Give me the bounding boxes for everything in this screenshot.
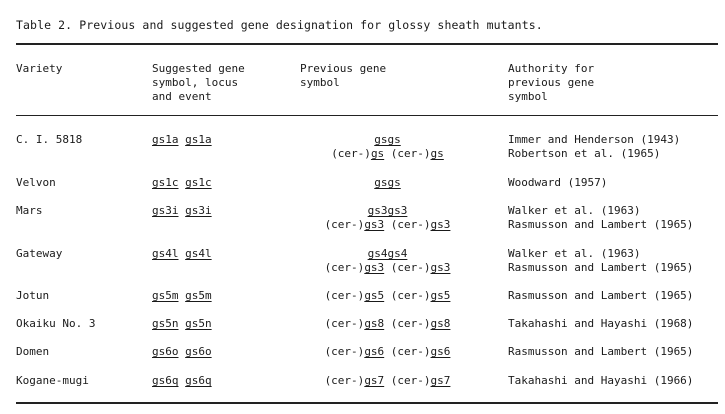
gene-symbol: gs5n: [185, 317, 212, 330]
previous-symbol-line: [300, 147, 475, 161]
previous-symbol-cell: [300, 247, 475, 275]
suggested-symbol-cell: [152, 374, 212, 388]
gene-symbol: gs1a: [152, 133, 179, 146]
symbol-prefix: (cer-): [384, 261, 431, 274]
gene-symbol: gs8: [364, 317, 385, 330]
gene-symbol: gs3: [430, 218, 451, 231]
gene-symbol: gs1c: [152, 176, 179, 189]
header-previous-symbol: Previous gene symbol: [300, 62, 387, 89]
gene-symbol: gs7: [364, 374, 385, 387]
previous-symbol-line: [300, 317, 475, 331]
authority-line: Rasmusson and Lambert (1965): [508, 289, 694, 302]
symbol-prefix: (cer-): [384, 147, 431, 160]
previous-symbol-cell: [300, 317, 475, 331]
gene-symbol: gs5m: [152, 289, 179, 302]
previous-symbol-cell: [300, 133, 475, 161]
gene-symbol: gs4l: [185, 247, 212, 260]
authority-line: Robertson et al. (1965): [508, 147, 661, 160]
gene-symbol: gs: [430, 147, 444, 160]
authority-line: Rasmusson and Lambert (1965): [508, 345, 694, 358]
gene-symbol: gs6q: [152, 374, 179, 387]
symbol-prefix: (cer-): [324, 218, 365, 231]
gene-symbol: gs6q: [185, 374, 212, 387]
gene-symbol: gs3: [430, 261, 451, 274]
variety-cell: Domen: [16, 345, 50, 358]
header-rule: [16, 115, 718, 116]
previous-symbol-line: [300, 133, 475, 147]
suggested-symbol-cell: [152, 345, 212, 359]
gene-symbol: gs3i: [185, 204, 212, 217]
header-suggested-symbol: Suggested gene symbol, locus and event: [152, 62, 245, 103]
gene-symbol: gs3: [387, 204, 408, 217]
symbol-prefix: (cer-): [384, 317, 431, 330]
authority-line: Rasmusson and Lambert (1965): [508, 261, 694, 274]
symbol-prefix: (cer-): [324, 317, 365, 330]
symbol-prefix: (cer-): [324, 289, 365, 302]
gene-symbol: gs3: [364, 218, 385, 231]
gene-symbol: gs4: [367, 247, 388, 260]
authority-cell: [508, 176, 607, 190]
gene-symbol: gs1a: [185, 133, 212, 146]
previous-symbol-line: [300, 247, 475, 261]
symbol-prefix: (cer-): [384, 218, 431, 231]
gene-symbol: gs3: [364, 261, 385, 274]
authority-line: Takahashi and Hayashi (1966): [508, 374, 694, 387]
gene-symbol: gs5n: [152, 317, 179, 330]
gene-symbol: gs: [374, 176, 388, 189]
gene-symbol: gs: [387, 133, 401, 146]
gene-symbol: gs5m: [185, 289, 212, 302]
previous-symbol-line: [300, 374, 475, 388]
gene-symbol: gs3: [367, 204, 388, 217]
previous-symbol-line: [300, 218, 475, 232]
gene-symbol: gs: [370, 147, 385, 160]
gene-symbol: gs8: [430, 317, 451, 330]
variety-cell: Kogane-mugi: [16, 374, 89, 387]
suggested-symbol-cell: [152, 289, 212, 303]
symbol-prefix: (cer-): [324, 374, 365, 387]
authority-cell: [508, 374, 693, 388]
authority-cell: [508, 247, 693, 275]
authority-cell: [508, 204, 693, 232]
symbol-prefix: (cer-): [384, 289, 431, 302]
gene-symbol: gs6: [430, 345, 451, 358]
authority-line: Walker et al. (1963): [508, 204, 641, 217]
previous-symbol-cell: [300, 374, 475, 388]
gene-symbol: gs: [374, 133, 388, 146]
top-rule: [16, 43, 718, 45]
variety-cell: C. I. 5818: [16, 133, 83, 146]
authority-line: Takahashi and Hayashi (1968): [508, 317, 694, 330]
gene-symbol: gs3i: [152, 204, 179, 217]
header-variety: Variety: [16, 62, 63, 75]
authority-cell: [508, 345, 693, 359]
variety-cell: Gateway: [16, 247, 63, 260]
gene-symbol: gs5: [364, 289, 385, 302]
authority-line: Woodward (1957): [508, 176, 608, 189]
authority-cell: [508, 317, 693, 331]
previous-symbol-cell: [300, 289, 475, 303]
table-caption: Table 2. Previous and suggested gene designation for glossy sheath mutants.: [16, 18, 543, 32]
suggested-symbol-cell: [152, 204, 212, 218]
variety-cell: Mars: [16, 204, 43, 217]
gene-symbol: gs6: [364, 345, 385, 358]
suggested-symbol-cell: [152, 317, 212, 331]
bottom-rule: [16, 402, 718, 404]
suggested-symbol-cell: [152, 247, 212, 261]
gene-symbol: gs5: [430, 289, 451, 302]
previous-symbol-cell: [300, 345, 475, 359]
previous-symbol-cell: [300, 204, 475, 232]
previous-symbol-line: [300, 261, 475, 275]
authority-line: Walker et al. (1963): [508, 247, 641, 260]
header-authority: Authority for previous gene symbol: [508, 62, 595, 103]
symbol-prefix: (cer-): [331, 147, 371, 160]
previous-symbol-cell: [300, 176, 475, 190]
gene-symbol: gs6o: [152, 345, 179, 358]
symbol-prefix: (cer-): [324, 261, 365, 274]
suggested-symbol-cell: [152, 176, 212, 190]
variety-cell: Okaiku No. 3: [16, 317, 96, 330]
gene-symbol: gs: [387, 176, 401, 189]
authority-line: Immer and Henderson (1943): [508, 133, 681, 146]
symbol-prefix: (cer-): [384, 345, 431, 358]
previous-symbol-line: [300, 176, 475, 190]
gene-symbol: gs4l: [152, 247, 179, 260]
suggested-symbol-cell: [152, 133, 212, 147]
symbol-prefix: (cer-): [384, 374, 431, 387]
gene-symbol: gs7: [430, 374, 451, 387]
authority-cell: [508, 133, 680, 161]
authority-cell: [508, 289, 693, 303]
symbol-prefix: (cer-): [324, 345, 365, 358]
variety-cell: Jotun: [16, 289, 50, 302]
authority-line: Rasmusson and Lambert (1965): [508, 218, 694, 231]
gene-symbol: gs4: [387, 247, 408, 260]
previous-symbol-line: [300, 204, 475, 218]
variety-cell: Velvon: [16, 176, 56, 189]
previous-symbol-line: [300, 345, 475, 359]
gene-symbol: gs6o: [185, 345, 212, 358]
gene-symbol: gs1c: [185, 176, 212, 189]
previous-symbol-line: [300, 289, 475, 303]
